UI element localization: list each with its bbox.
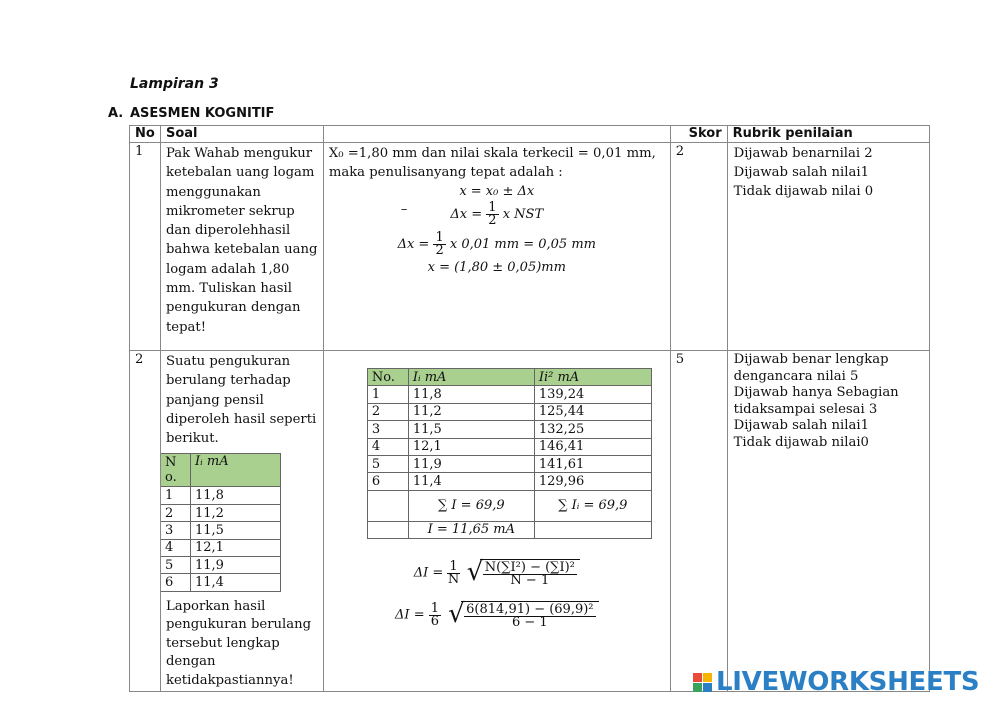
table-cell xyxy=(534,521,651,538)
rubric-line: Dijawab salah nilai1 xyxy=(733,418,869,433)
table-cell: 2 xyxy=(160,504,190,521)
header-jawaban xyxy=(323,126,670,143)
rubric-line: Dijawab benar lengkap xyxy=(733,352,889,367)
equation-3 xyxy=(329,232,665,257)
sum-i: ∑ I = 69,9 xyxy=(408,490,534,521)
table-header: Iᵢ mA xyxy=(408,369,534,386)
fraction-denominator: 6 − 1 xyxy=(511,615,548,631)
equation-1: x = x₀ ± Δx xyxy=(459,184,535,199)
row-number: 2 xyxy=(130,351,161,692)
question-outro: Laporkan hasil pengukuran berulang tersebut lengkap dengan ketidakpastiannya! xyxy=(165,598,312,688)
lampiran-title: Lampiran 3 xyxy=(130,76,219,92)
formula-left: ΔI = xyxy=(413,565,448,581)
table-cell: 12,1 xyxy=(408,438,534,455)
fraction-denominator: N − 1 xyxy=(510,573,550,589)
section-title: ASESMEN KOGNITIF xyxy=(130,106,275,121)
fraction-denominator: N xyxy=(447,571,460,587)
fraction xyxy=(486,202,498,227)
answer-cell xyxy=(323,143,670,351)
table-cell: 11,5 xyxy=(190,522,280,539)
eq2-right: x NST xyxy=(498,207,544,222)
table-cell: 11,8 xyxy=(408,386,534,403)
table-cell: 11,2 xyxy=(190,504,280,521)
question-text: Pak Wahab mengukur ketebalan uang logam menggunakan mikrometer sekrup dan diperolehhasil bahwa ketebalan uang logam adalah 1,80 mm. Tuliskan hasil pengukuran dengan tepat! xyxy=(160,143,323,351)
header-no: No xyxy=(130,126,161,143)
table-header: Iᵢ mA xyxy=(190,454,280,487)
mean-i: I = 11,65 mA xyxy=(408,521,534,538)
rubric-line: tidaksampai selesai 3 xyxy=(733,401,878,417)
eq3-left: Δx = xyxy=(397,237,434,252)
table-cell: 146,41 xyxy=(534,438,651,455)
question-intro: Suatu pengukuran berulang terhadap panjang pensil diperoleh hasil seperti berikut. xyxy=(165,354,317,447)
table-cell: 6 xyxy=(367,473,408,490)
rubric-line: Dijawab salah nilai1 xyxy=(733,165,869,180)
fraction-numerator: 1 xyxy=(435,230,444,245)
rubric xyxy=(727,143,929,351)
formula-left: ΔI = xyxy=(395,607,429,623)
rubric-line: Tidak dijawab nilai0 xyxy=(733,434,869,450)
table-cell: 141,61 xyxy=(534,455,651,472)
eq2-left: Δx = xyxy=(450,207,487,222)
answer-intro: X₀ =1,80 mm dan nilai skala terkecil = 0,01 mm, maka penulisanyang tepat adalah : xyxy=(328,146,656,180)
equation-2 xyxy=(329,202,665,227)
eq3-right: x 0,01 mm = 0,05 mm xyxy=(445,237,596,252)
table-cell: 3 xyxy=(367,421,408,438)
question-data-table xyxy=(160,453,281,591)
table-cell: 6 xyxy=(160,574,190,591)
formula-general xyxy=(329,559,665,587)
fraction-numerator: √ N(∑I²) − (∑I)² xyxy=(484,560,575,576)
header-skor: Skor xyxy=(670,126,727,143)
formula-substituted xyxy=(329,601,665,629)
fraction-numerator: 1 xyxy=(449,558,458,574)
fraction-denominator: 2 xyxy=(488,213,497,228)
logo-square xyxy=(693,683,702,692)
table-cell: 1 xyxy=(160,487,190,504)
sum-i2: ∑ Iᵢ = 69,9 xyxy=(534,490,651,521)
row-number: 1 xyxy=(130,143,161,351)
table-cell: 139,24 xyxy=(534,386,651,403)
question-row-1 xyxy=(130,143,930,351)
table-cell: 12,1 xyxy=(190,539,280,556)
fraction xyxy=(464,604,595,629)
logo-square xyxy=(703,683,712,692)
question-row-2 xyxy=(130,351,930,692)
rubric-line: Dijawab benarnilai 2 xyxy=(733,146,873,161)
logo-text: LIVEWORKSHEETS xyxy=(716,667,980,697)
table-header: N o. xyxy=(160,454,190,487)
header-row xyxy=(130,126,930,143)
rubric xyxy=(727,351,929,692)
score: 5 xyxy=(670,351,727,692)
answer-cell xyxy=(323,351,670,692)
table-cell: 4 xyxy=(367,438,408,455)
fraction-denominator: 2 xyxy=(435,243,444,258)
score: 2 xyxy=(670,143,727,351)
table-cell: 11,9 xyxy=(408,455,534,472)
rubric-line: dengancara nilai 5 xyxy=(733,368,859,384)
table-cell xyxy=(367,490,408,521)
fraction-numerator: 1 xyxy=(488,200,497,215)
header-soal: Soal xyxy=(160,126,323,143)
sqrt xyxy=(461,601,598,629)
dash-mark: – xyxy=(400,202,408,217)
assessment-table xyxy=(129,125,930,692)
equation-4: x = (1,80 ± 0,05)mm xyxy=(427,260,566,275)
header-rubrik: Rubrik penilaian xyxy=(727,126,929,143)
liveworksheets-logo xyxy=(693,668,979,696)
table-cell: 11,8 xyxy=(190,487,280,504)
table-cell: 132,25 xyxy=(534,421,651,438)
table-cell: 5 xyxy=(367,455,408,472)
table-cell: 11,4 xyxy=(190,574,280,591)
fraction xyxy=(447,558,460,587)
question-cell xyxy=(160,351,323,692)
sqrt xyxy=(480,559,580,587)
logo-square xyxy=(693,673,702,682)
table-cell: 1 xyxy=(367,386,408,403)
logo-square xyxy=(703,673,712,682)
table-cell: 129,96 xyxy=(534,473,651,490)
fraction-denominator: 6 xyxy=(430,613,440,629)
table-cell: 11,9 xyxy=(190,557,280,574)
rubric-line: Dijawab hanya Sebagian xyxy=(733,385,899,400)
fraction-numerator: √ 6(814,91) − (69,9)² xyxy=(466,602,594,618)
rubric-line: Tidak dijawab nilai 0 xyxy=(733,184,874,199)
fraction xyxy=(433,232,445,257)
fraction xyxy=(483,562,577,587)
table-cell: 125,44 xyxy=(534,403,651,420)
table-header: Ii² mA xyxy=(534,369,651,386)
fraction xyxy=(429,600,441,629)
table-cell: 11,2 xyxy=(408,403,534,420)
logo-icon xyxy=(693,673,712,692)
table-cell: 2 xyxy=(367,403,408,420)
table-cell: 4 xyxy=(160,539,190,556)
fraction-numerator: 1 xyxy=(430,600,440,616)
section-heading xyxy=(108,106,274,121)
table-cell: 3 xyxy=(160,522,190,539)
table-cell: 11,4 xyxy=(408,473,534,490)
table-header: No. xyxy=(367,369,408,386)
table-cell xyxy=(367,521,408,538)
section-letter: A. xyxy=(108,106,124,121)
table-cell: 5 xyxy=(160,557,190,574)
table-cell: 11,5 xyxy=(408,421,534,438)
answer-data-table xyxy=(367,368,652,539)
